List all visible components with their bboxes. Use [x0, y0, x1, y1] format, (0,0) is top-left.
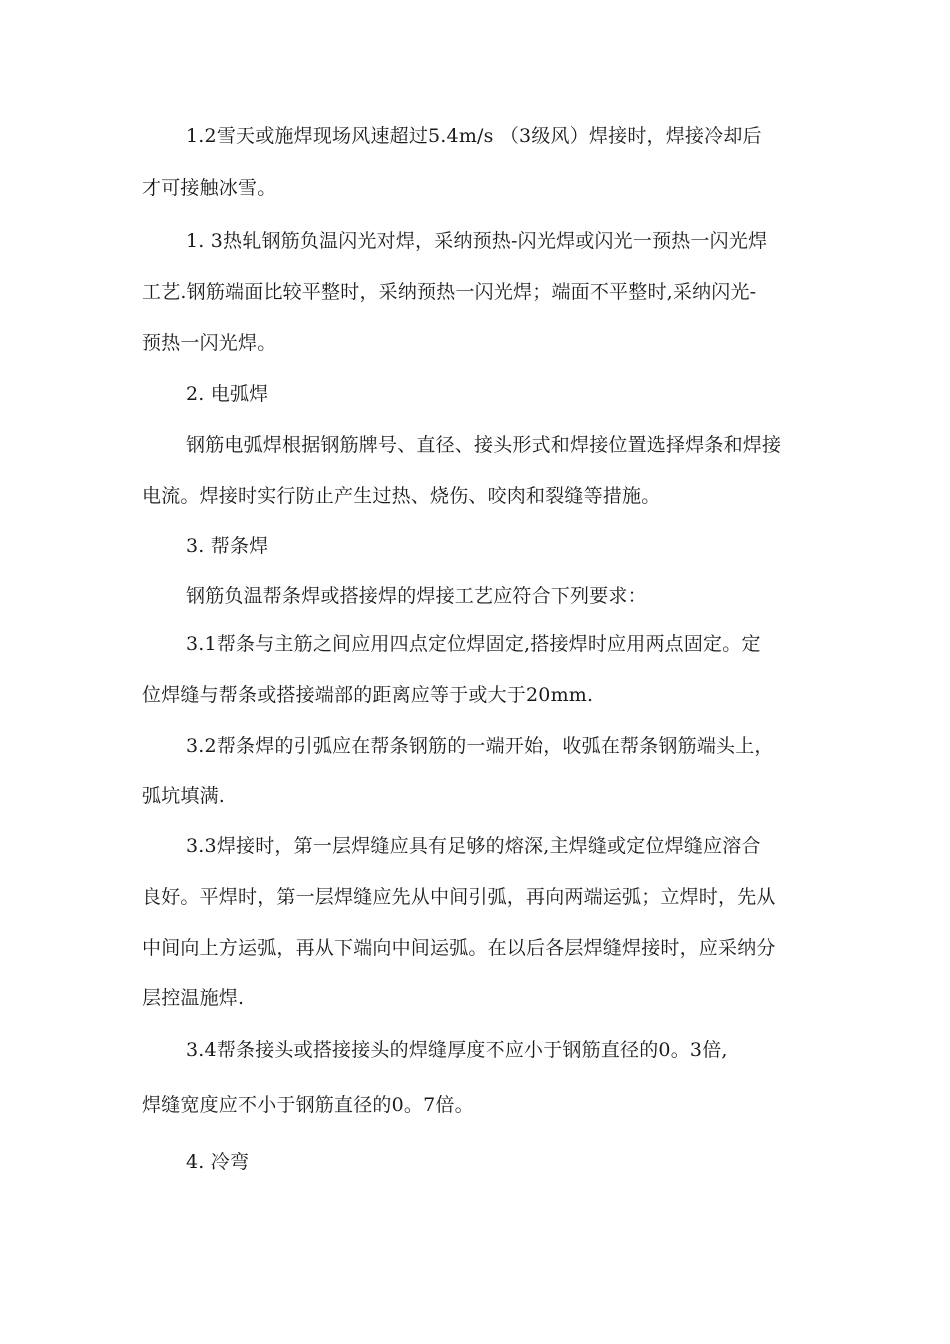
text-line: 弧坑填满.: [142, 785, 226, 807]
text-line: 3.1帮条与主筋之间应用四点定位焊固定,搭接焊时应用两点固定。定: [186, 633, 761, 655]
section-heading: 4. 冷弯: [186, 1151, 250, 1173]
text-line: 中间向上方运弧，再从下端向中间运弧。在以后各层焊缝焊接时，应采纳分: [142, 937, 776, 959]
text-line: 良好。平焊时，第一层焊缝应先从中间引弧，再向两端运弧；立焊时，先从: [142, 886, 776, 908]
text-line: 1. 3热轧钢筋负温闪光对焊，采纳预热-闪光焊或闪光一预热一闪光焊: [186, 230, 768, 252]
text-line: 1.2雪天或施焊现场风速超过5.4m/s （3级风）焊接时，焊接冷却后: [186, 125, 762, 147]
text-line: 焊缝宽度应不小于钢筋直径的0。7倍。: [142, 1094, 474, 1116]
section-heading: 2. 电弧焊: [186, 383, 269, 405]
text-line: 位焊缝与帮条或搭接端部的距离应等于或大于20mm.: [142, 684, 594, 706]
text-line: 3.3焊接时，第一层焊缝应具有足够的熔深,主焊缝或定位焊缝应溶合: [186, 835, 761, 857]
text-line: 电流。焊接时实行防止产生过热、烧伤、咬肉和裂缝等措施。: [142, 485, 661, 507]
text-line: 3.4帮条接头或搭接接头的焊缝厚度不应小于钢筋直径的0。3倍,: [186, 1039, 728, 1061]
text-line: 钢筋电弧焊根据钢筋牌号、直径、接头形式和焊接位置选择焊条和焊接: [186, 434, 782, 456]
text-line: 预热一闪光焊。: [142, 332, 277, 354]
text-line: 层控温施焊.: [142, 987, 245, 1009]
section-heading: 3. 帮条焊: [186, 535, 269, 557]
text-line: 工艺.钢筋端面比较平整时，采纳预热一闪光焊；端面不平整时,采纳闪光-: [142, 281, 757, 303]
text-line: 3.2帮条焊的引弧应在帮条钢筋的一端开始，收弧在帮条钢筋端头上，: [186, 735, 774, 757]
text-line: 钢筋负温帮条焊或搭接焊的焊接工艺应符合下列要求：: [186, 585, 647, 607]
text-line: 才可接触冰雪。: [142, 177, 277, 199]
